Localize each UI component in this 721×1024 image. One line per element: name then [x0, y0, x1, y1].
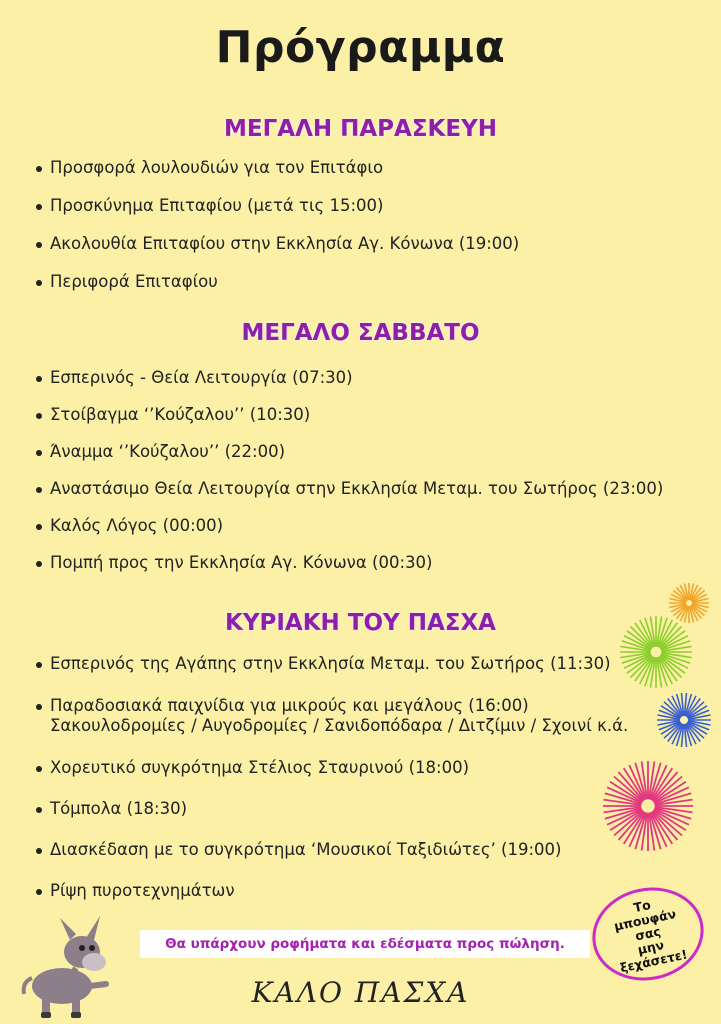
page-title: Πρόγραμμα: [215, 22, 506, 73]
list-item: Άναμμα ‘’Κούζαλου’’ (22:00): [36, 442, 696, 462]
bullet-icon: [36, 166, 42, 172]
refreshments-note: Θα υπάρχουν ροφήματα και εδέσματα προς πώληση.: [140, 930, 590, 958]
list-item: Ακολουθία Επιταφίου στην Εκκλησία Αγ. Κόνωνα (19:00): [36, 234, 696, 254]
list-item: Εσπερινός της Αγάπης στην Εκκλησία Μεταμ. του Σωτήρος (11:30): [36, 654, 696, 674]
list-item: Ρίψη πυροτεχνημάτων: [36, 881, 696, 901]
list-item: Προσκύνημα Επιταφίου (μετά τις 15:00): [36, 196, 696, 216]
bullet-icon: [36, 487, 42, 493]
easter-sunday-list: [36, 654, 696, 901]
bullet-icon: [36, 524, 42, 530]
jacket-reminder-text: Το μπουφάν σας μην ξεχάσετε!: [612, 897, 689, 976]
fireworks-icon: [616, 612, 696, 692]
bullet-icon: [36, 280, 42, 286]
bullet-icon: [36, 242, 42, 248]
bullet-icon: [36, 662, 42, 668]
bullet-icon: [36, 704, 42, 710]
list-item: Καλός Λόγος (00:00): [36, 516, 696, 536]
bullet-icon: [36, 561, 42, 567]
list-item: Αναστάσιμο Θεία Λειτουργία στην Εκκλησία Μεταμ. του Σωτήρος (23:00): [36, 479, 696, 499]
holy-saturday-list: [36, 368, 696, 573]
bullet-icon: [36, 807, 42, 813]
bullet-icon: [36, 376, 42, 382]
section-heading-holy-saturday: ΜΕΓΑΛΟ ΣΑΒΒΑΤΟ: [241, 320, 480, 346]
list-item: Πομπή προς την Εκκλησία Αγ. Κόνωνα (00:30): [36, 553, 696, 573]
games-subline: Σακουλοδρομίες / Αυγοδρομίες / Σανιδοπόδαρα / Διτζίμιν / Σχοινί κ.ά.: [50, 716, 629, 735]
list-item: Περιφορά Επιταφίου: [36, 272, 696, 292]
list-item: Τόμπολα (18:30): [36, 799, 696, 819]
footer-greeting: ΚΑΛΟ ΠΑΣΧΑ: [251, 976, 470, 1009]
list-item: Προσφορά λουλουδιών για τον Επιτάφιο: [36, 158, 696, 178]
bullet-icon: [36, 766, 42, 772]
fireworks-icon: [598, 758, 698, 854]
bullet-icon: [36, 450, 42, 456]
list-item: Χορευτικό συγκρότημα Στέλιος Σταυρινού (18:00): [36, 758, 696, 778]
bullet-icon: [36, 848, 42, 854]
list-item: Εσπερινός - Θεία Λειτουργία (07:30): [36, 368, 696, 388]
list-item: Διασκέδαση με το συγκρότημα ‘Μουσικοί Ταξιδιώτες’ (19:00): [36, 840, 696, 860]
bullet-icon: [36, 889, 42, 895]
section-heading-good-friday: ΜΕΓΑΛΗ ΠΑΡΑΣΚΕΥΗ: [224, 116, 497, 142]
bullet-icon: [36, 413, 42, 419]
good-friday-list: [36, 158, 696, 292]
fireworks-icon: [654, 690, 714, 750]
section-heading-easter-sunday: ΚΥΡΙΑΚΗ ΤΟΥ ΠΑΣΧΑ: [225, 610, 496, 636]
bullet-icon: [36, 204, 42, 210]
list-item: Παραδοσιακά παιχνίδια για μικρούς και μεγάλους (16:00) Σακουλοδρομίες / Αυγοδρομίες / Σανιδοπόδαρα / Διτζίμιν / Σχοινί κ.ά.: [36, 696, 696, 736]
list-item: Στοίβαγμα ‘’Κούζαλου’’ (10:30): [36, 405, 696, 425]
